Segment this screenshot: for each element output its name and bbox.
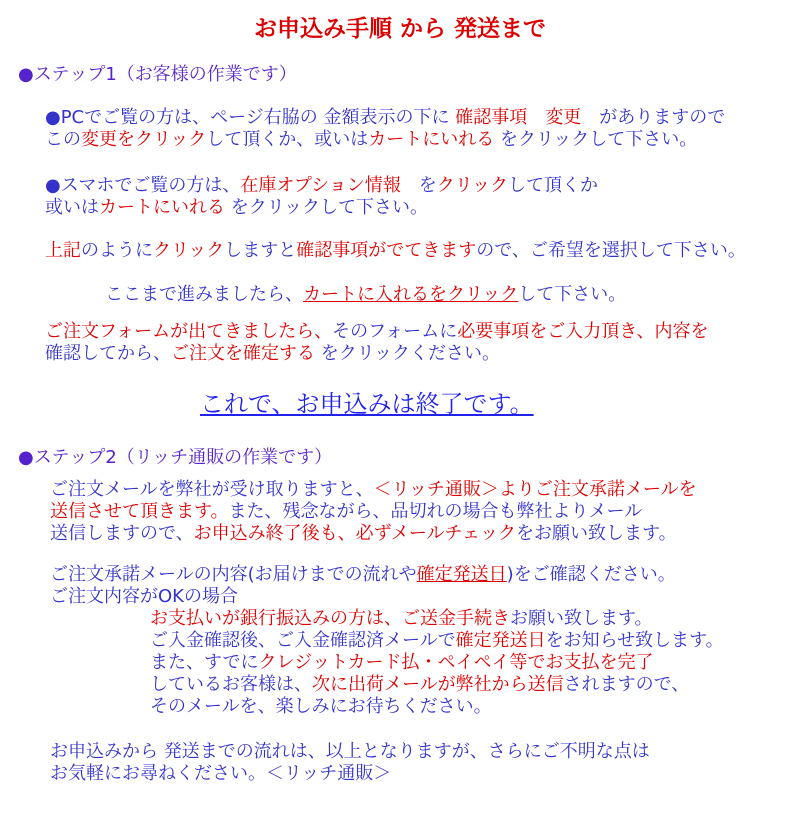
text-segment: をクリックください。 [315,343,501,364]
cart-link-text: カートに入れるをクリック [303,284,519,305]
text-line [45,240,800,262]
text-segment: されますので、 [563,674,690,695]
text-segment: そのフォームに [332,321,458,342]
text-line [50,741,800,763]
text-line [0,14,800,44]
payment-details-paragraph [0,608,800,718]
text-segment: 在庫オプション情報 [240,175,401,196]
text-segment: )をご確認ください。 [506,564,676,585]
text-line [150,652,800,674]
text-segment: そのメールを、楽しみにお待ちください。 [150,696,492,717]
text-segment: 確定発送日 [455,630,546,651]
text-line [150,674,800,696]
text-line [45,175,800,197]
text-segment: ご注文フォームが出てきましたら、 [45,321,333,342]
text-line [18,447,800,469]
smartphone-instructions-paragraph [0,175,800,219]
text-line [50,501,800,523]
text-segment: ＜リッチ通販＞よりご注文承諾メールを [373,479,697,500]
text-segment: クリック [153,240,225,261]
text-line [18,64,800,86]
click-result-note [0,240,800,262]
application-complete-banner [0,387,800,421]
text-segment: また、すでに [150,652,259,673]
text-segment: 送信しますので、 [50,523,194,544]
text-segment: お申込み終了後も、必ずメールチェック [193,523,517,544]
text-segment: ●PCでご覧の方は、ページ右脇の 金額表示の下に [45,107,456,128]
text-segment: お申込みから 発送までの流れは、以上となりますが、さらにご不明な点は [50,741,650,762]
text-segment: ●ステップ1（お客様の作業です） [18,64,297,85]
text-segment: 或いは [45,197,99,218]
text-segment: しているお客様は、 [150,674,312,695]
text-segment: 確認してから、 [45,343,171,364]
text-segment: をお知らせ致します。 [545,630,724,651]
text-line [50,586,800,608]
add-to-cart-note [0,284,800,306]
text-segment: 確認事項 変更 [455,107,582,128]
text-segment: がありますので [581,107,726,128]
text-segment: 確認事項がでてきます [296,240,477,261]
text-segment: をクリックして下さい。 [494,129,698,150]
text-segment: 次に出荷メールが弊社から送信 [312,674,564,695]
text-segment: ここまで進みましたら、 [105,284,303,305]
text-line [50,479,800,501]
text-line [45,321,800,343]
text-segment: カートにいれる [99,197,225,218]
text-segment: ご入金確認後、ご入金確認済メールで [150,630,456,651]
text-segment: をお願い致します。 [516,523,677,544]
text-line [150,696,800,718]
order-mail-paragraph [0,479,800,545]
text-line [45,197,800,219]
text-segment: ご注文内容がOKの場合 [50,586,238,607]
text-line [105,284,800,306]
text-segment: お願い致します。 [510,608,653,629]
text-segment: 必要事項をご入力頂き、内容を [457,321,709,342]
text-segment: この [45,129,81,150]
shipping-date-link-text: 確定発送日 [416,564,507,585]
text-line [200,387,800,421]
text-segment: して頂くか [508,175,599,196]
text-segment: これで、お申込みは終了です。 [200,390,534,418]
page-title [0,14,800,44]
text-segment: クリック [436,175,509,196]
text-segment: ので、ご希望を選択して下さい。 [476,240,746,261]
step2-header [0,447,800,469]
order-guide-page [0,14,800,814]
closing-paragraph [0,741,800,785]
text-line [45,343,800,365]
text-segment: ●ステップ2（リッチ通販の作業です） [18,447,333,468]
text-segment: を [400,175,437,196]
text-line [50,763,800,785]
text-segment: お気軽にお尋ねください。＜リッチ通販＞ [50,763,392,784]
text-line [50,523,800,545]
text-segment: お支払いが銀行振込みの方は、ご送金手続き [150,608,510,629]
text-segment: のように [81,240,153,261]
text-segment: 送信させて頂きます。 [50,501,229,522]
text-segment: クレジットカード払・ペイペイ等でお支払を完了 [258,652,654,673]
text-segment: ●スマホでご覧の方は、 [45,175,241,196]
text-line [150,630,800,652]
text-line [45,129,800,151]
text-segment: ご注文メールを弊社が受け取りますと、 [50,479,374,500]
text-segment: 変更をクリック [81,129,207,150]
text-segment: して頂くか、或いは [206,129,369,150]
text-segment: して下さい。 [518,284,627,305]
order-form-paragraph [0,321,800,365]
text-segment: お申込み手順 から 発送まで [253,16,546,42]
text-line [150,608,800,630]
confirmation-mail-paragraph [0,564,800,608]
text-segment: をクリックして下さい。 [225,197,429,218]
text-line [50,564,800,586]
text-segment: ご注文承諾メールの内容(お届けまでの流れや [50,564,417,585]
text-segment: しますと [224,240,297,261]
text-segment: 上記 [45,240,81,261]
pc-instructions-paragraph [0,107,800,151]
text-segment: また、残念ながら、品切れの場合も弊社よりメール [228,501,643,522]
step1-header [0,64,800,86]
text-line [45,107,800,129]
text-segment: ご注文を確定する [171,343,315,364]
text-segment: カートにいれる [368,129,495,150]
